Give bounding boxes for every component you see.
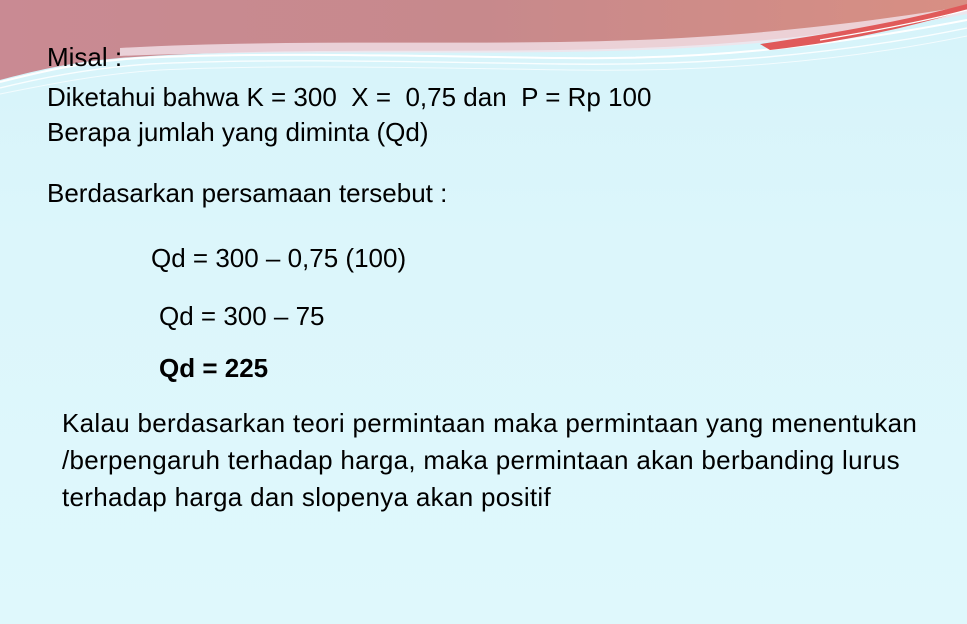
equation-step-1: Qd = 300 – 0,75 (100) <box>151 243 407 273</box>
question-text: Berapa jumlah yang diminta (Qd) <box>47 117 429 147</box>
explanation-paragraph: Kalau berdasarkan teori permintaan maka permintaan yang menentukan /berpengaruh terhadap harga, maka permintaan akan berbanding lurus terhadap harga dan slopenya akan positif <box>62 408 918 512</box>
intro-label: Misal : <box>47 42 123 72</box>
equation-step-2: Qd = 300 – 75 <box>159 301 325 331</box>
given-values-text: Diketahui bahwa K = 300 X = 0,75 dan P = Rp 100 <box>47 82 652 112</box>
equation-result: Qd = 225 <box>159 353 269 383</box>
equation-intro-text: Berdasarkan persamaan tersebut : <box>47 178 448 208</box>
